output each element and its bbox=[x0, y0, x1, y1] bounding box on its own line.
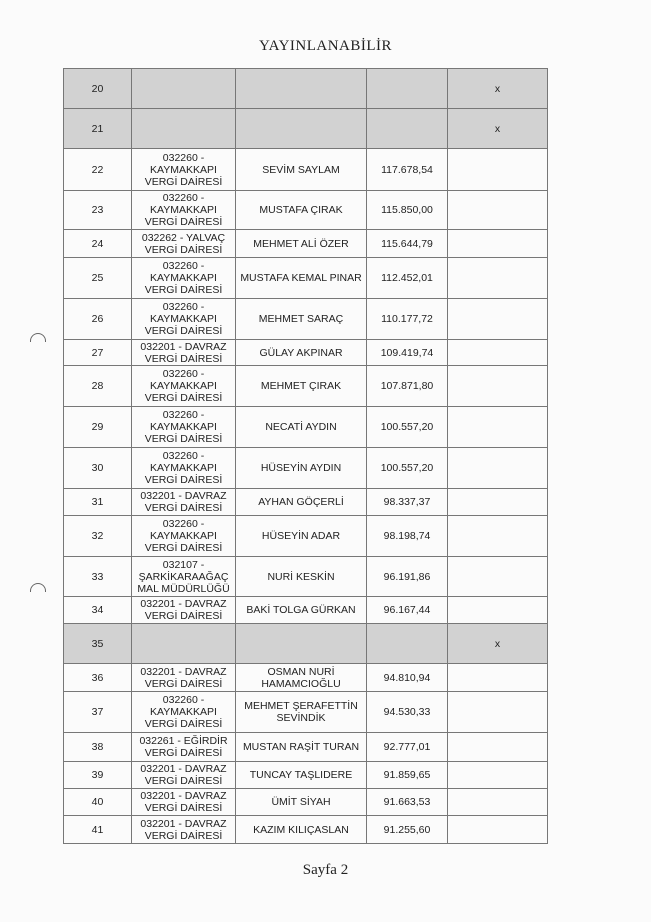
amount: 100.557,20 bbox=[367, 448, 448, 489]
mark-cell bbox=[448, 789, 548, 816]
person-name: MEHMET ŞERAFETTİN SEVİNDİK bbox=[236, 692, 367, 733]
person-name: OSMAN NURİ HAMAMCIOĞLU bbox=[236, 664, 367, 692]
row-number: 26 bbox=[64, 299, 132, 340]
tax-office bbox=[132, 69, 236, 109]
tax-office: 032260 - KAYMAKKAPI VERGİ DAİRESİ bbox=[132, 407, 236, 448]
tax-office: 032201 - DAVRAZ VERGİ DAİRESİ bbox=[132, 816, 236, 844]
mark-cell: x bbox=[448, 624, 548, 664]
mark-cell bbox=[448, 762, 548, 789]
row-number: 35 bbox=[64, 624, 132, 664]
mark-cell bbox=[448, 692, 548, 733]
mark-cell bbox=[448, 664, 548, 692]
mark-cell bbox=[448, 557, 548, 597]
tax-office: 032261 - EĞİRDİR VERGİ DAİRESİ bbox=[132, 733, 236, 762]
row-number: 27 bbox=[64, 340, 132, 366]
person-name: TUNCAY TAŞLIDERE bbox=[236, 762, 367, 789]
person-name: MUSTAFA ÇIRAK bbox=[236, 191, 367, 230]
table-row bbox=[64, 149, 548, 191]
person-name: MEHMET ALİ ÖZER bbox=[236, 230, 367, 258]
table-row bbox=[64, 557, 548, 597]
mark-cell bbox=[448, 149, 548, 191]
table-row bbox=[64, 109, 548, 149]
person-name: HÜSEYİN ADAR bbox=[236, 516, 367, 557]
punch-hole-mark bbox=[30, 583, 46, 592]
amount bbox=[367, 109, 448, 149]
mark-cell: x bbox=[448, 69, 548, 109]
tax-office bbox=[132, 624, 236, 664]
table-row bbox=[64, 340, 548, 366]
row-number: 25 bbox=[64, 258, 132, 299]
row-number: 22 bbox=[64, 149, 132, 191]
table-row bbox=[64, 624, 548, 664]
amount bbox=[367, 624, 448, 664]
row-number: 37 bbox=[64, 692, 132, 733]
amount: 91.859,65 bbox=[367, 762, 448, 789]
person-name: MEHMET ÇIRAK bbox=[236, 366, 367, 407]
table-row bbox=[64, 69, 548, 109]
person-name bbox=[236, 69, 367, 109]
tax-office: 032201 - DAVRAZ VERGİ DAİRESİ bbox=[132, 664, 236, 692]
tax-office: 032201 - DAVRAZ VERGİ DAİRESİ bbox=[132, 489, 236, 516]
row-number: 31 bbox=[64, 489, 132, 516]
person-name: KAZIM KILIÇASLAN bbox=[236, 816, 367, 844]
tax-office: 032107 - ŞARKİKARAAĞAÇ MAL MÜDÜRLÜĞÜ bbox=[132, 557, 236, 597]
person-name: NECATİ AYDIN bbox=[236, 407, 367, 448]
amount: 110.177,72 bbox=[367, 299, 448, 340]
row-number: 28 bbox=[64, 366, 132, 407]
person-name: HÜSEYİN AYDIN bbox=[236, 448, 367, 489]
person-name: MEHMET SARAÇ bbox=[236, 299, 367, 340]
mark-cell bbox=[448, 230, 548, 258]
table-row bbox=[64, 489, 548, 516]
amount: 107.871,80 bbox=[367, 366, 448, 407]
person-name: MUSTAFA KEMAL PINAR bbox=[236, 258, 367, 299]
row-number: 21 bbox=[64, 109, 132, 149]
table-row bbox=[64, 230, 548, 258]
row-number: 40 bbox=[64, 789, 132, 816]
row-number: 29 bbox=[64, 407, 132, 448]
amount: 98.198,74 bbox=[367, 516, 448, 557]
amount bbox=[367, 69, 448, 109]
table-row bbox=[64, 407, 548, 448]
table-row bbox=[64, 448, 548, 489]
table-row bbox=[64, 191, 548, 230]
table-row bbox=[64, 789, 548, 816]
tax-office: 032262 - YALVAÇ VERGİ DAİRESİ bbox=[132, 230, 236, 258]
table-row bbox=[64, 516, 548, 557]
mark-cell bbox=[448, 340, 548, 366]
row-number: 41 bbox=[64, 816, 132, 844]
amount: 94.810,94 bbox=[367, 664, 448, 692]
mark-cell bbox=[448, 597, 548, 624]
table-row bbox=[64, 664, 548, 692]
person-name: BAKİ TOLGA GÜRKAN bbox=[236, 597, 367, 624]
page-footer: Sayfa 2 bbox=[302, 862, 349, 878]
tax-office: 032260 - KAYMAKKAPI VERGİ DAİRESİ bbox=[132, 258, 236, 299]
mark-cell bbox=[448, 407, 548, 448]
person-name: AYHAN GÖÇERLİ bbox=[236, 489, 367, 516]
amount: 94.530,33 bbox=[367, 692, 448, 733]
person-name: SEVİM SAYLAM bbox=[236, 149, 367, 191]
tax-office: 032260 - KAYMAKKAPI VERGİ DAİRESİ bbox=[132, 448, 236, 489]
tax-office: 032260 - KAYMAKKAPI VERGİ DAİRESİ bbox=[132, 366, 236, 407]
amount: 91.255,60 bbox=[367, 816, 448, 844]
person-name: ÜMİT SİYAH bbox=[236, 789, 367, 816]
table-row bbox=[64, 299, 548, 340]
table-row bbox=[64, 816, 548, 844]
tax-office: 032260 - KAYMAKKAPI VERGİ DAİRESİ bbox=[132, 516, 236, 557]
tax-office: 032260 - KAYMAKKAPI VERGİ DAİRESİ bbox=[132, 692, 236, 733]
mark-cell bbox=[448, 191, 548, 230]
amount: 115.644,79 bbox=[367, 230, 448, 258]
mark-cell bbox=[448, 489, 548, 516]
amount: 92.777,01 bbox=[367, 733, 448, 762]
row-number: 24 bbox=[64, 230, 132, 258]
tax-office: 032201 - DAVRAZ VERGİ DAİRESİ bbox=[132, 340, 236, 366]
amount: 100.557,20 bbox=[367, 407, 448, 448]
mark-cell: x bbox=[448, 109, 548, 149]
mark-cell bbox=[448, 299, 548, 340]
amount: 109.419,74 bbox=[367, 340, 448, 366]
mark-cell bbox=[448, 733, 548, 762]
amount: 91.663,53 bbox=[367, 789, 448, 816]
records-table bbox=[63, 68, 548, 844]
tax-office: 032201 - DAVRAZ VERGİ DAİRESİ bbox=[132, 597, 236, 624]
table-row bbox=[64, 733, 548, 762]
tax-office: 032201 - DAVRAZ VERGİ DAİRESİ bbox=[132, 762, 236, 789]
row-number: 20 bbox=[64, 69, 132, 109]
mark-cell bbox=[448, 816, 548, 844]
amount: 112.452,01 bbox=[367, 258, 448, 299]
person-name: MUSTAN RAŞİT TURAN bbox=[236, 733, 367, 762]
row-number: 38 bbox=[64, 733, 132, 762]
tax-office: 032260 - KAYMAKKAPI VERGİ DAİRESİ bbox=[132, 299, 236, 340]
row-number: 30 bbox=[64, 448, 132, 489]
tax-office bbox=[132, 109, 236, 149]
row-number: 23 bbox=[64, 191, 132, 230]
table-row bbox=[64, 762, 548, 789]
tax-office: 032260 - KAYMAKKAPI VERGİ DAİRESİ bbox=[132, 149, 236, 191]
table-body bbox=[64, 69, 548, 844]
mark-cell bbox=[448, 258, 548, 299]
mark-cell bbox=[448, 516, 548, 557]
amount: 96.191,86 bbox=[367, 557, 448, 597]
row-number: 36 bbox=[64, 664, 132, 692]
person-name: GÜLAY AKPINAR bbox=[236, 340, 367, 366]
page-header: YAYINLANABİLİR bbox=[258, 38, 393, 54]
tax-office: 032201 - DAVRAZ VERGİ DAİRESİ bbox=[132, 789, 236, 816]
row-number: 39 bbox=[64, 762, 132, 789]
person-name: NURİ KESKİN bbox=[236, 557, 367, 597]
amount: 98.337,37 bbox=[367, 489, 448, 516]
amount: 117.678,54 bbox=[367, 149, 448, 191]
amount: 96.167,44 bbox=[367, 597, 448, 624]
row-number: 34 bbox=[64, 597, 132, 624]
table-row bbox=[64, 258, 548, 299]
row-number: 33 bbox=[64, 557, 132, 597]
row-number: 32 bbox=[64, 516, 132, 557]
person-name bbox=[236, 109, 367, 149]
table-row bbox=[64, 366, 548, 407]
punch-hole-mark bbox=[30, 333, 46, 342]
mark-cell bbox=[448, 366, 548, 407]
amount: 115.850,00 bbox=[367, 191, 448, 230]
person-name bbox=[236, 624, 367, 664]
mark-cell bbox=[448, 448, 548, 489]
table-row bbox=[64, 597, 548, 624]
table-row bbox=[64, 692, 548, 733]
tax-office: 032260 - KAYMAKKAPI VERGİ DAİRESİ bbox=[132, 191, 236, 230]
